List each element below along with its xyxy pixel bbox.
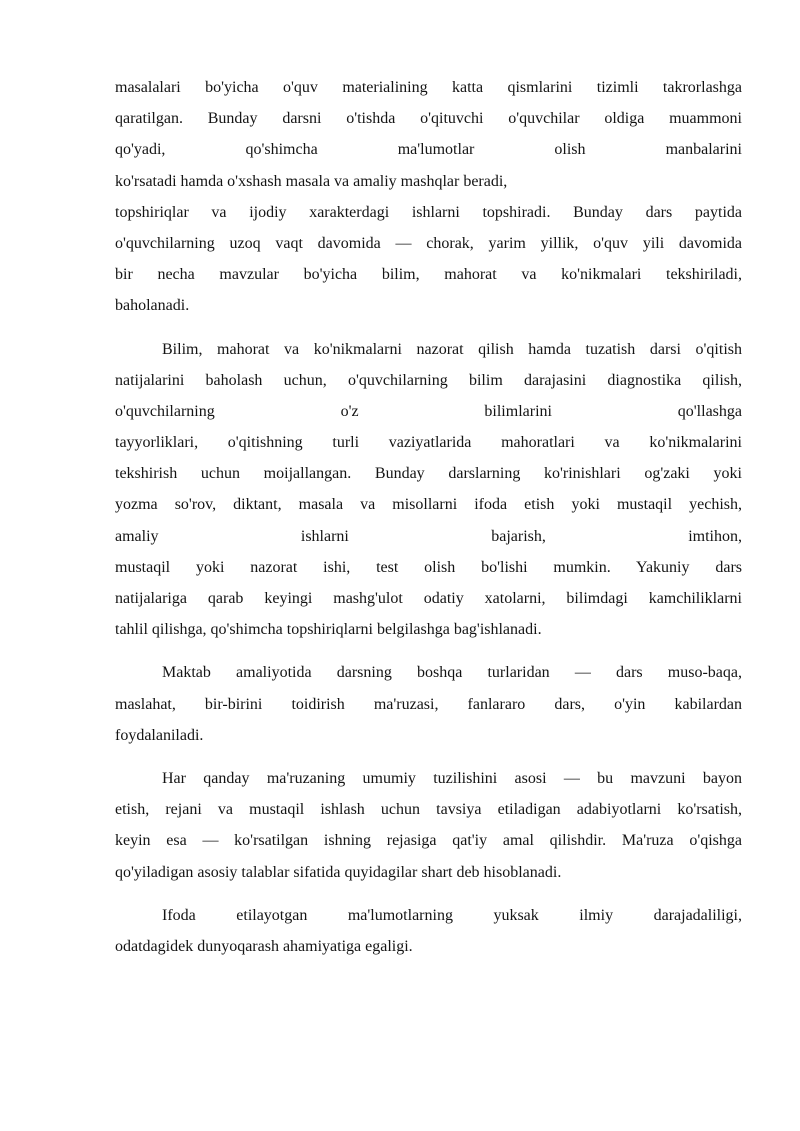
text-line: o'quvchilarning o'z bilimlarini qo'llashga — [115, 402, 742, 420]
text-line: etish, rejani va mustaqil ishlash uchun tavsiya etiladigan adabiyotlarni ko'rsatish, — [115, 801, 742, 819]
text-line: natijalarini baholash uchun, o'quvchilarning bilim darajasini diagnostika qilish, — [115, 371, 742, 389]
paragraph-2 — [115, 334, 742, 646]
text-line: yozma so'rov, diktant, masala va misollarni ifoda etish yoki mustaqil yechish, — [115, 496, 742, 514]
text-line: baholanadi. — [115, 297, 190, 315]
text-line: amaliy ishlarni bajarish, imtihon, — [115, 527, 742, 545]
text-line: qo'yiladigan asosiy talablar sifatida quyidagilar shart deb hisoblanadi. — [115, 863, 562, 881]
text-line: tayyorliklari, o'qitishning turli vaziyatlarida mahoratlari va ko'nikmalarini — [115, 434, 742, 452]
text-line: Bilim, mahorat va ko'nikmalarni nazorat qilish hamda tuzatish darsi o'qitish — [162, 340, 742, 358]
text-line: topshiriqlar va ijodiy xarakterdagi ishlarni topshiradi. Bunday dars paytida — [115, 203, 742, 221]
text-line: foydalaniladi. — [115, 726, 204, 744]
text-line: masalalari bo'yicha o'quv materialining katta qismlarini tizimli takrorlashga — [115, 79, 742, 96]
text-line: ko'rsatadi hamda o'xshash masala va amaliy mashqlar beradi, — [115, 172, 508, 190]
text-line: Har qanday ma'ruzaning umumiy tuzilishini asosi — bu mavzuni bayon — [162, 769, 742, 787]
text-line: tahlil qilishga, qo'shimcha topshiriqlarni belgilashga bag'ishlanadi. — [115, 621, 542, 639]
text-line: maslahat, bir-birini toidirish ma'ruzasi, fanlararo dars, o'yin kabilardan — [115, 695, 742, 713]
text-line: qaratilgan. Bunday darsni o'tishda o'qituvchi o'quvchilar oldiga muammoni — [115, 110, 742, 128]
text-line: o'quvchilarning uzoq vaqt davomida — chorak, yarim yillik, o'quv yili davomida — [115, 234, 742, 252]
paragraph-1 — [115, 72, 742, 322]
text-line: bir necha mavzular bo'yicha bilim, mahorat va ko'nikmalari tekshiriladi, — [115, 266, 742, 284]
paragraph-3 — [115, 657, 742, 751]
text-line: tekshirish uchun moijallangan. Bunday darslarning ko'rinishlari og'zaki yoki — [115, 465, 742, 483]
text-line: mustaqil yoki nazorat ishi, test olish bo'lishi mumkin. Yakuniy dars — [115, 558, 742, 576]
paragraph-4 — [115, 763, 742, 888]
text-line: natijalariga qarab keyingi mashg'ulot odatiy xatolarni, bilimdagi kamchiliklarni — [115, 590, 742, 607]
text-line: keyin esa — ko'rsatilgan ishning rejasiga qat'iy amal qilishdir. Ma'ruza o'qishga — [115, 832, 742, 850]
text-line: qo'yadi, qo'shimcha ma'lumotlar olish manbalarini — [115, 141, 742, 159]
text-line: odatdagidek dunyoqarash ahamiyatiga egaligi. — [115, 937, 413, 955]
text-line: Maktab amaliyotida darsning boshqa turlaridan — dars muso-baqa, — [162, 664, 742, 682]
paragraph-5 — [115, 900, 742, 962]
text-line: Ifoda etilayotgan ma'lumotlarning yuksak ilmiy darajadaliligi, — [162, 906, 742, 924]
document-page — [115, 72, 742, 974]
